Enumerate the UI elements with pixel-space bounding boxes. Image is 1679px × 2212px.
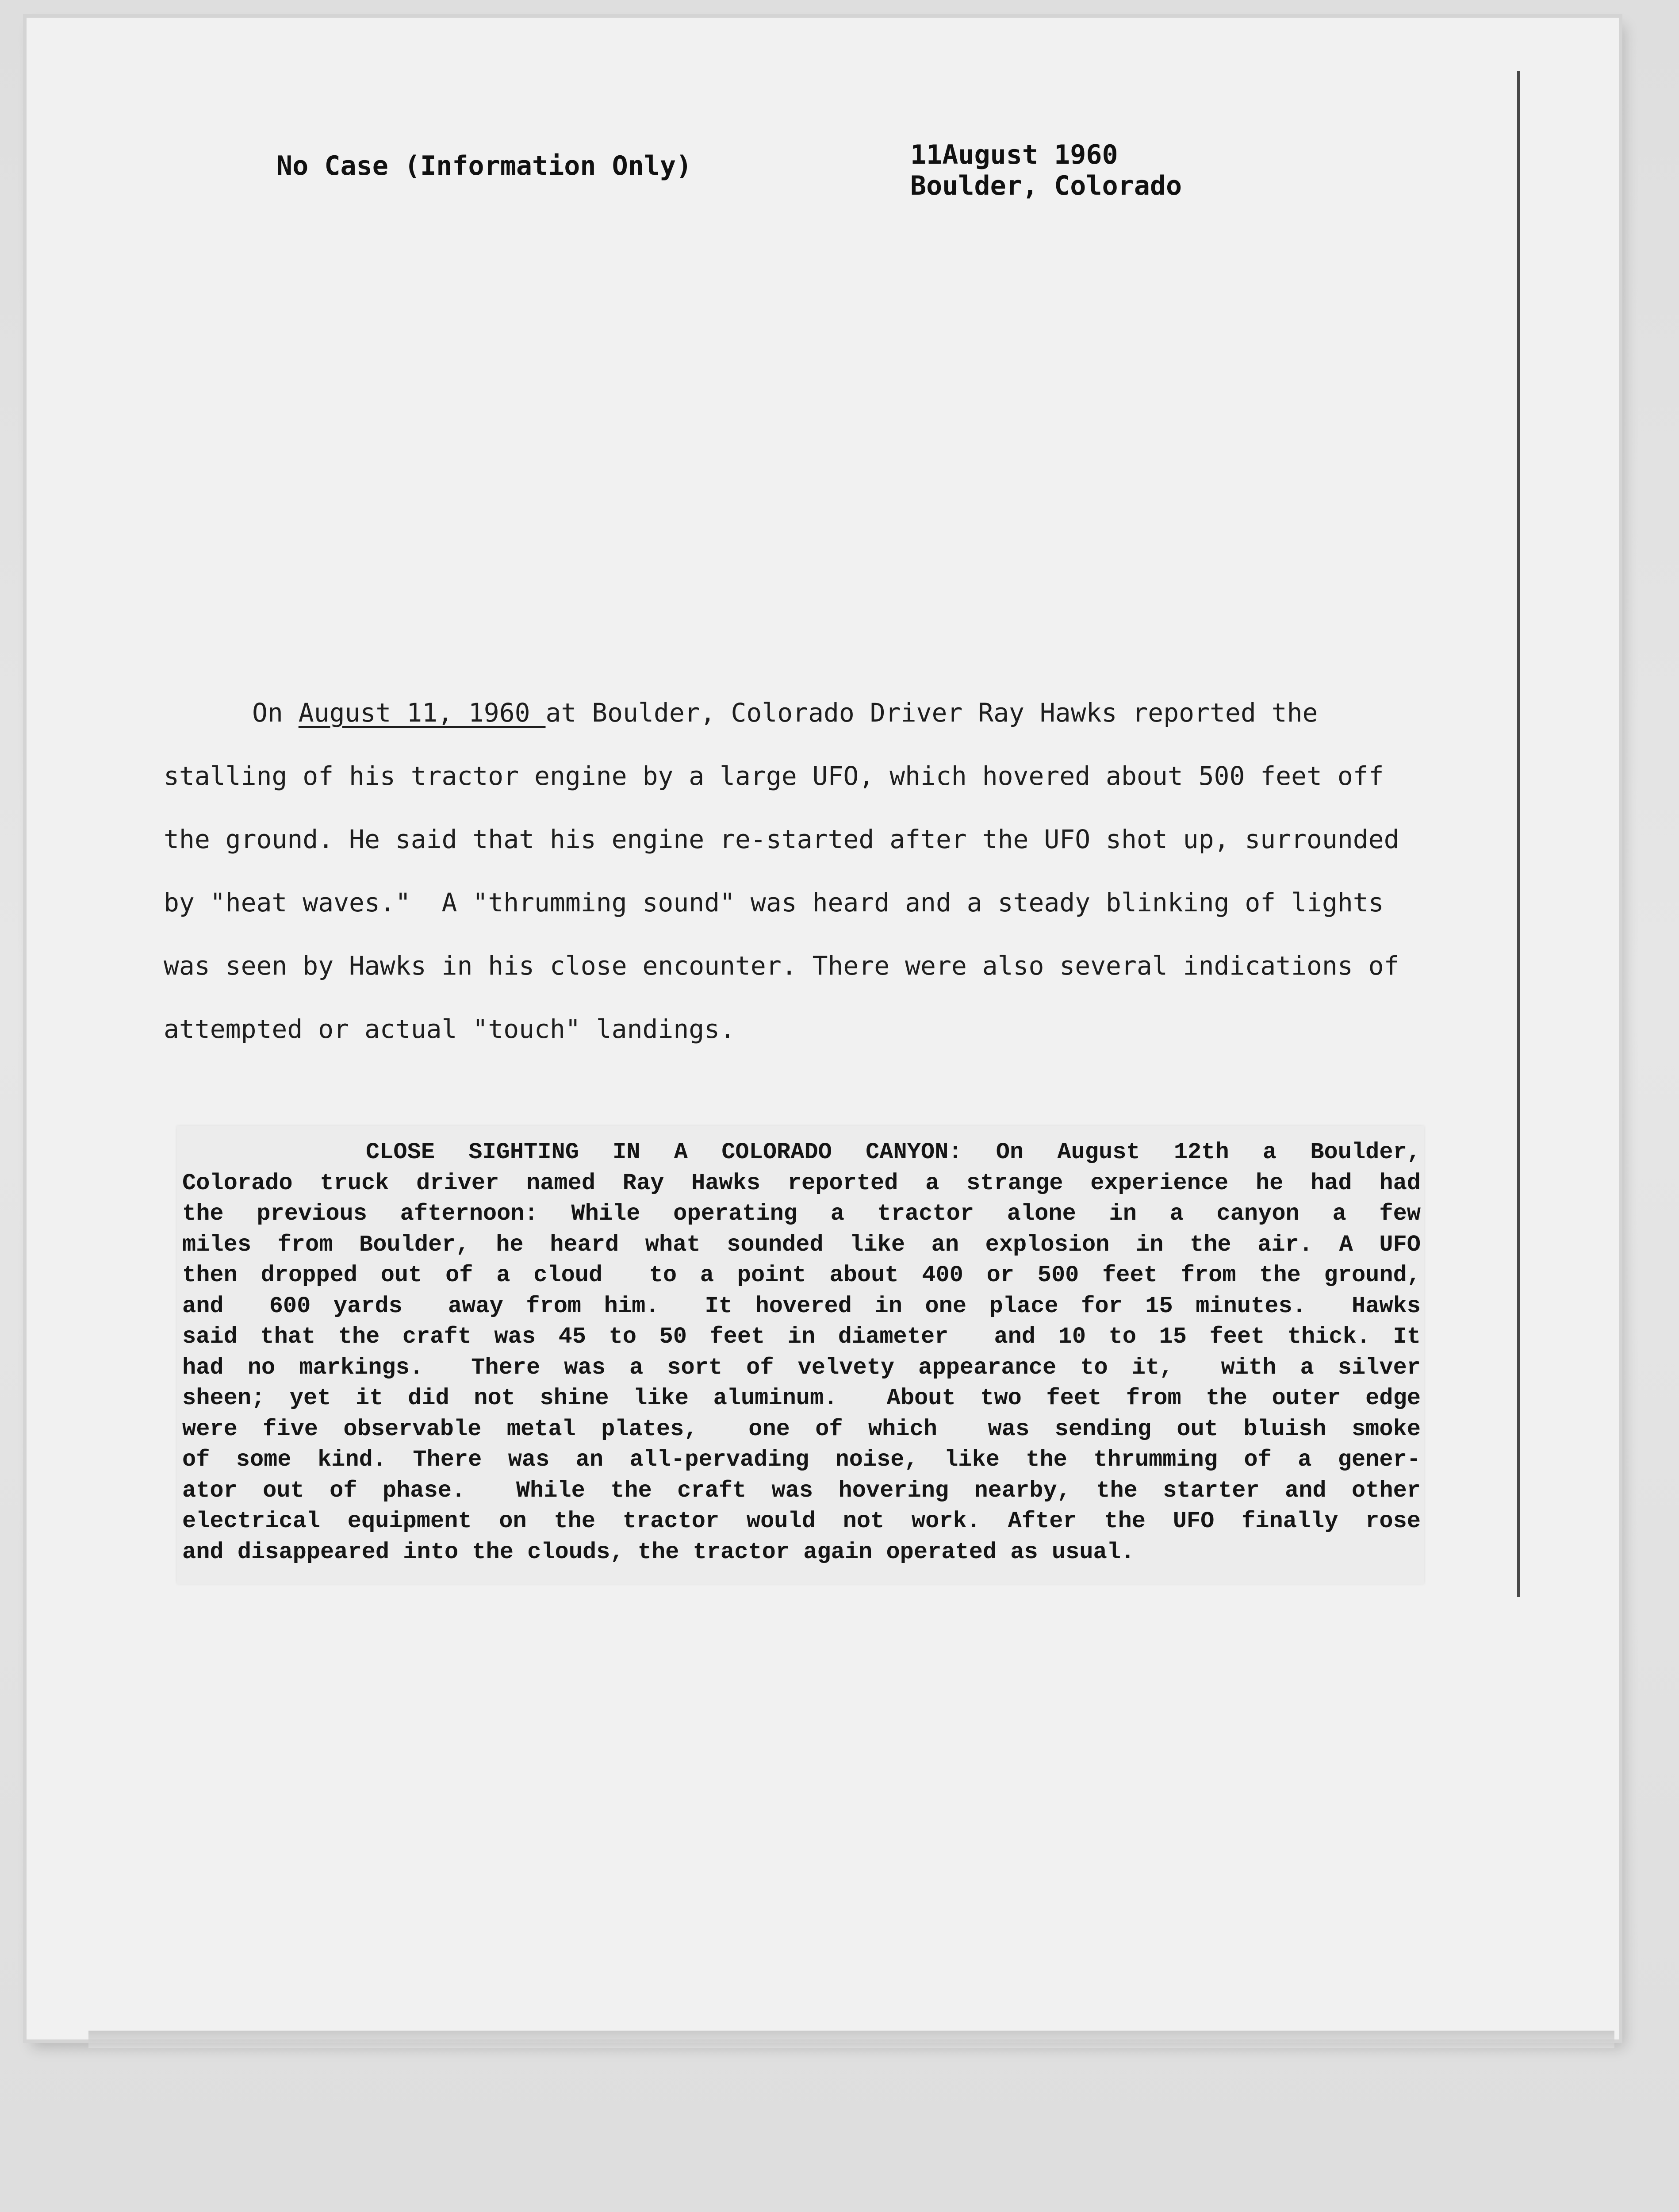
clipping-line: ator out of phase. While the craft was hovering nearby, the starter and other (182, 1477, 1421, 1504)
summary-date: August 11, 1960 (298, 698, 546, 728)
summary-line: was seen by Hawks in his close encounter. There were also several indications of (164, 951, 1399, 981)
clipping-line: of some kind. There was an all-pervading noise, like the thrumming of a gener- (182, 1447, 1421, 1473)
summary-line: attempted or actual "touch" landings. (164, 1014, 736, 1044)
clipping-line: and disappeared into the clouds, the tractor again operated as usual. (182, 1539, 1135, 1565)
page-bottom-shadow (88, 2031, 1614, 2048)
clipping-line1-rest: On August 12th a Boulder, (962, 1139, 1421, 1165)
header-date: 11August 1960 (910, 139, 1118, 170)
clipping-line (182, 1137, 1421, 1168)
clipping-line: electrical equipment on the tractor would not work. After the UFO finally rose (182, 1508, 1421, 1534)
clipping-line: then dropped out of a cloud to a point about 400 or 500 feet from the ground, (182, 1262, 1421, 1288)
clipping-line: the previous afternoon: While operating a tractor alone in a canyon a few (182, 1201, 1421, 1227)
clipping-line: had no markings. There was a sort of velvety appearance to it, with a silver (182, 1354, 1421, 1381)
clipping-line: and 600 yards away from him. It hovered in one place for 15 minutes. Hawks (182, 1293, 1421, 1319)
summary-prefix: On (252, 698, 299, 728)
newspaper-clipping (177, 1126, 1424, 1584)
case-label: No Case (Information Only) (276, 150, 692, 181)
clipping-text (182, 1137, 1421, 1567)
clipping-line: said that the craft was 45 to 50 feet in diameter and 10 to 15 feet thick. It (182, 1324, 1421, 1350)
summary-paragraph (164, 681, 1429, 1061)
page-edge-line (1517, 71, 1520, 1597)
summary-line: by "heat waves." A "thrumming sound" was heard and a steady blinking of lights (164, 887, 1384, 918)
summary-line: the ground. He said that his engine re-started after the UFO shot up, surrounded (164, 824, 1399, 854)
clipping-heading: CLOSE SIGHTING IN A COLORADO CANYON: (366, 1139, 962, 1165)
clipping-line: sheen; yet it did not shine like aluminum. About two feet from the outer edge (182, 1385, 1421, 1411)
clipping-line: Colorado truck driver named Ray Hawks reported a strange experience he had had (182, 1170, 1421, 1196)
clipping-line: miles from Boulder, he heard what sounded like an explosion in the air. A UFO (182, 1231, 1421, 1258)
summary-line (164, 681, 1429, 745)
summary-line: stalling of his tractor engine by a large UFO, which hovered about 500 feet off (164, 761, 1384, 791)
summary-line1-rest: at Boulder, Colorado Driver Ray Hawks reported the (545, 698, 1318, 728)
header-location: Boulder, Colorado (910, 170, 1182, 201)
clipping-line: were five observable metal plates, one of which was sending out bluish smoke (182, 1416, 1421, 1442)
